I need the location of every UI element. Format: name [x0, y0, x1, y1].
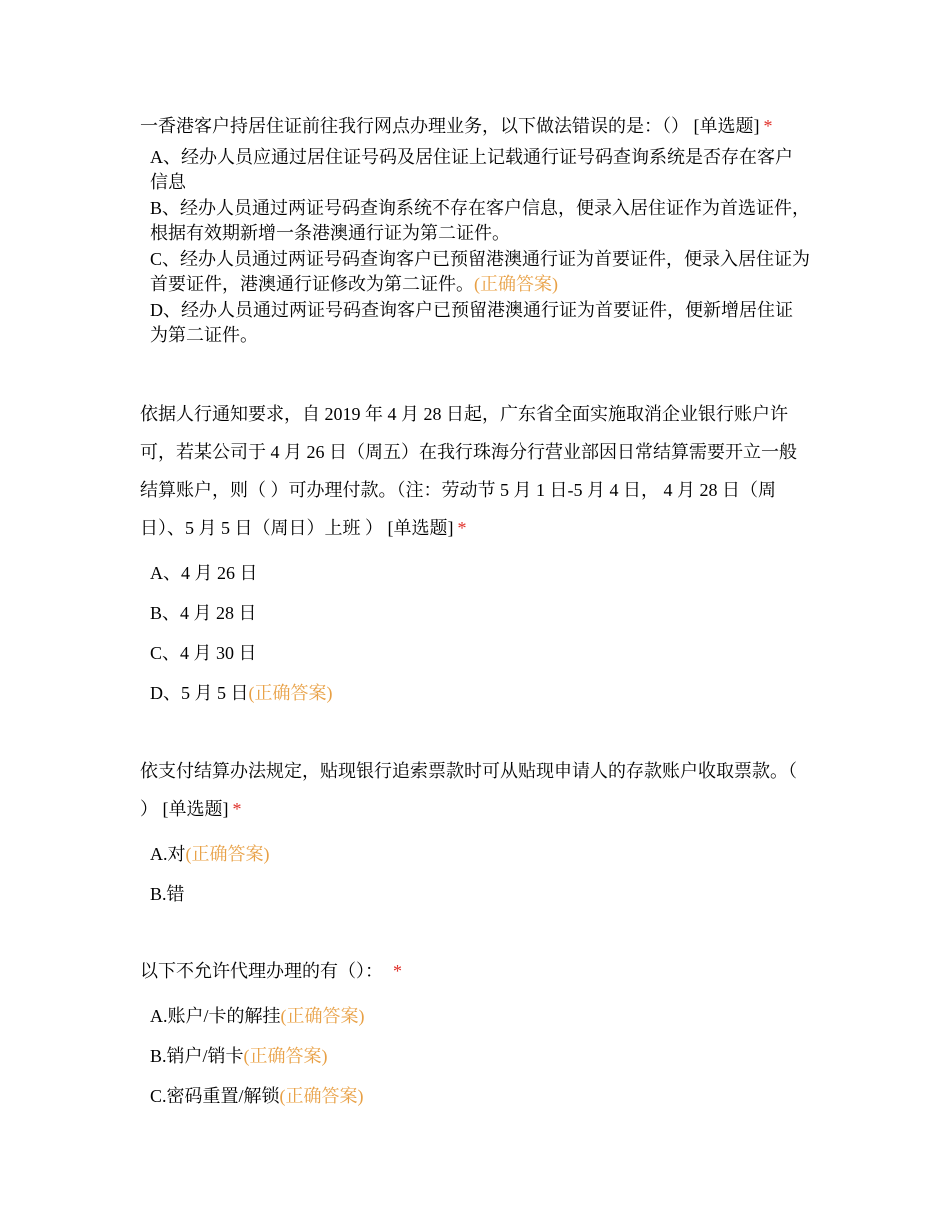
option-a: [150, 145, 810, 195]
correct-answer-tag: (正确答案): [280, 1006, 365, 1026]
correct-answer-tag: (正确答案): [474, 274, 558, 294]
option-a: [150, 834, 810, 874]
question-text: 一香港客户持居住证前往我行网点办理业务，以下做法错误的是：（） [单选题]: [140, 116, 760, 136]
option-text: B.错: [150, 884, 185, 904]
option-text: B、4 月 28 日: [150, 603, 257, 623]
option-c: [150, 1076, 810, 1116]
option-text: D、经办人员通过两证号码查询客户已预留港澳通行证为首要证件，便新增居住证为第二证件。: [150, 300, 793, 345]
option-c: [150, 633, 810, 673]
question-2: [140, 395, 810, 713]
option-b: [150, 593, 810, 633]
required-mark: *: [232, 799, 242, 819]
question-text: 依据人行通知要求，自 2019 年 4 月 28 日起，广东省全面实施取消企业银行账户许可，若某公司于 4 月 26 日（周五）在我行珠海分行营业部因日常结算需要开立一般结算账户，则（ ）可办理付款。（注：劳动节 5 月 1 日-5 月 4 日， 4 月 28 日（周日）、5 月 5 日（周日）上班 ） [单选题]: [140, 404, 797, 538]
option-d: [150, 673, 810, 713]
option-text: A.对: [150, 844, 186, 864]
option-text: D、5 月 5 日: [150, 683, 249, 703]
correct-answer-tag: (正确答案): [279, 1086, 364, 1106]
question-stem: [140, 752, 810, 828]
required-mark: *: [763, 116, 773, 136]
option-text: A、4 月 26 日: [150, 563, 258, 583]
option-d: [150, 298, 810, 348]
question-stem: [140, 952, 810, 990]
question-text: 以下不允许代理办理的有（）：: [140, 961, 383, 981]
option-text: C、经办人员通过两证号码查询客户已预留港澳通行证为首要证件，便录入居住证为首要证件，港澳通行证修改为第二证件。: [150, 249, 811, 294]
question-stem: [140, 113, 810, 139]
required-mark: *: [457, 518, 467, 538]
option-text: A.账户/卡的解挂: [150, 1006, 281, 1026]
options-list: [140, 145, 810, 348]
option-text: B.销户/销卡: [150, 1046, 244, 1066]
question-text: 依支付结算办法规定，贴现银行追索票款时可从贴现申请人的存款账户收取票款。（ ） [单选题]: [140, 761, 797, 819]
options-list: [140, 834, 810, 914]
option-text: C、4 月 30 日: [150, 643, 257, 663]
correct-answer-tag: (正确答案): [185, 844, 270, 864]
option-text: C.密码重置/解锁: [150, 1086, 280, 1106]
correct-answer-tag: (正确答案): [248, 683, 333, 703]
option-b: [150, 874, 810, 914]
option-c: [150, 247, 810, 297]
option-a: [150, 996, 810, 1036]
required-mark: *: [393, 961, 402, 981]
option-text: A、经办人员应通过居住证号码及居住证上记载通行证号码查询系统是否存在客户信息: [150, 147, 793, 192]
option-text: B、经办人员通过两证号码查询系统不存在客户信息，便录入居住证作为首选证件，根据有效期新增一条港澳通行证为第二证件。: [150, 198, 811, 243]
question-stem: [140, 395, 810, 547]
option-b: [150, 196, 810, 246]
option-b: [150, 1036, 810, 1076]
question-1: [140, 113, 810, 349]
option-a: [150, 553, 810, 593]
correct-answer-tag: (正确答案): [243, 1046, 328, 1066]
options-list: [140, 553, 810, 713]
options-list: [140, 996, 810, 1116]
question-3: [140, 752, 810, 914]
question-4: [140, 952, 810, 1116]
